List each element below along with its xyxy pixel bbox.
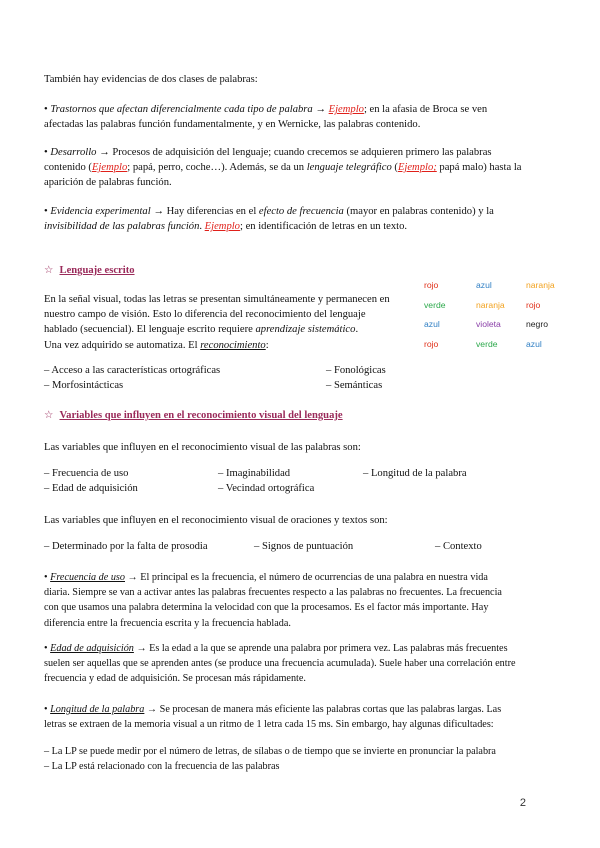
page-number: 2 — [519, 797, 526, 809]
list-item: – Signos de puntuación — [254, 541, 354, 552]
color-word: azul — [526, 338, 542, 349]
color-word: negro — [526, 319, 548, 329]
color-word: azul — [476, 280, 492, 290]
color-word: rojo — [424, 338, 439, 349]
paragraph-edad: • Edad de adquisición → Es la edad a la que se aprende una palabra por primera vez. Las palabras más frecuentes suelen ser aquellas que se aprenden antes (se produce una frecuencia acumulada). Suele haber una correlación entre frecuencia y edad de adquisición. Se procesan más rápidamente. — [44, 643, 516, 685]
variables-words-intro: Las variables que influyen en el reconocimiento visual de las palabras son: — [44, 442, 361, 453]
paragraph-frecuencia: • Frecuencia de uso → El principal es la frecuencia, el número de ocurrencias de una palabra en nuestra vida diaria. Siempre se van a activar antes las palabras frecuentes respecto a las palabras no frecuentes. La frecuencia con que usamos una palabra determina la velocidad con que la procesamos. Es el factor más importante. Hay diferencia entre la frecuencia escrita y la frecuencia hablada. — [44, 572, 502, 629]
bullet-evidencia: • Evidencia experimental → Hay diferencias en el efecto de frecuencia (mayor en palabras contenido) y la invisibilidad de las palabras función. Ejemplo; en identificación de letras en un texto. — [44, 206, 494, 233]
star-icon: ☆ — [44, 410, 54, 421]
color-word: verde — [476, 338, 498, 349]
list-item: – Semánticas — [326, 380, 383, 391]
color-word: violeta — [476, 319, 501, 329]
color-word: naranja — [526, 280, 555, 290]
list-item: – Edad de adquisición — [44, 483, 138, 494]
intro-paragraph: También hay evidencias de dos clases de palabras: — [44, 74, 258, 85]
variables-sentences-intro: Las variables que influyen en el reconocimiento visual de oraciones y textos son: — [44, 515, 388, 526]
bullet-trastornos: • Trastornos que afectan diferencialmente cada tipo de palabra → Ejemplo; en la afasia de Broca se ven afectadas las palabras función fundamentalmente, y en Wernicke, las palabras contenido. — [44, 104, 488, 131]
list-item: – Fonológicas — [326, 365, 386, 376]
color-word: azul — [424, 319, 440, 329]
list-item: – Morfosintácticas — [44, 380, 124, 391]
paragraph-longitud: • Longitud de la palabra → Se procesan de manera más eficiente las palabras cortas que las palabras largas. Las letras se extraen de la memoria visual a un ritmo de 1 letra cada 15 ms. Sin embargo, hay algunas dificultades: — [44, 704, 502, 731]
list-item: – Vecindad ortográfica — [218, 483, 315, 494]
color-word: rojo — [424, 280, 439, 290]
color-word: rojo — [526, 299, 541, 310]
heading-lenguaje-escrito: ☆ Lenguaje escrito — [44, 265, 135, 276]
longitud-difficulties: – La LP se puede medir por el número de letras, de sílabas o de tiempo que se invierte en pronunciar la palabra – La LP está relacionado con la frecuencia de las palabras — [44, 746, 496, 773]
bullet-desarrollo: • Desarrollo → Procesos de adquisición del lenguaje; cuando crecemos se adquieren primero las palabras contenido (Ejemplo; papá, perro, coche…). Además, se da un lenguaje telegráfico (Ejemplo; papá malo) hasta la aparición de palabras función. — [44, 147, 522, 189]
color-word: verde — [424, 299, 446, 310]
list-item: – Contexto — [435, 541, 482, 552]
star-icon: ☆ — [44, 265, 54, 276]
color-word: naranja — [476, 299, 505, 310]
heading-variables: ☆ Variables que influyen en el reconocimiento visual del lenguaje — [44, 410, 343, 421]
list-item: – Imaginabilidad — [218, 468, 291, 479]
lenguaje-escrito-paragraph: En la señal visual, todas las letras se presentan simultáneamente y permanecen en nuestro campo de visión. Esto lo diferencia del reconocimiento del lenguaje hablado (secuencial). El lenguaje escrito requiere aprendizaje sistemático. Una vez adquirido se automatiza. El reconocimiento: — [44, 294, 390, 351]
list-item: – Acceso a las características ortográficas — [44, 365, 221, 376]
list-item: – Determinado por la falta de prosodia — [44, 541, 208, 552]
list-item: – Frecuencia de uso — [44, 468, 129, 479]
list-item: – Longitud de la palabra — [363, 468, 467, 479]
